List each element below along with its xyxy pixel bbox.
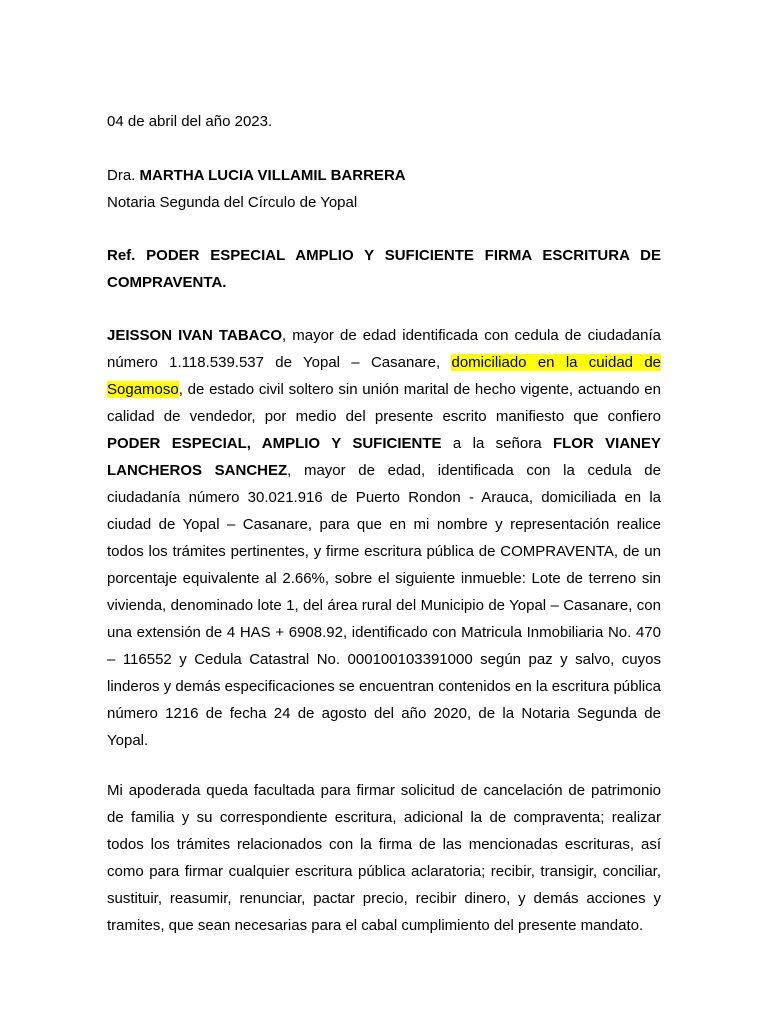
p1-text-3: a la señora <box>441 435 553 452</box>
date-line: 04 de abril del año 2023. <box>107 113 273 130</box>
recipient-prefix: Dra. <box>107 167 136 184</box>
paragraph-faculties: Mi apoderada queda facultada para firmar solicitud de cancelación de patrimonio de familia y su correspondiente escritura, adicional la de compraventa; realizar todos los trámites relacionados con la firma de las mencionadas escrituras, así como para firmar cualquier escritura pública aclaratoria; recibir, transigir, conciliar, sustituir, reasumir, renunciar, pactar precio, recibir dinero, y demás acciones y tramites, que sean necesarias para el cabal cumplimiento del presente mandato. <box>107 782 661 934</box>
reference-line <box>107 242 661 296</box>
reference-text: Ref. PODER ESPECIAL AMPLIO Y SUFICIENTE FIRMA ESCRITURA DE COMPRAVENTA. <box>107 247 661 291</box>
p1-text-1: , mayor de edad identificada con cedula de ciudadanía número 1.118.539.537 de Yopal – Casanare, <box>107 327 661 371</box>
attorney-name: FLOR VIANEY LANCHEROS SANCHEZ <box>107 435 661 479</box>
recipient-office: Notaria Segunda del Círculo de Yopal <box>107 194 358 211</box>
recipient-name: MARTHA LUCIA VILLAMIL BARRERA <box>139 167 406 184</box>
p1-text-2: , de estado civil soltero sin unión marital de hecho vigente, actuando en calidad de vendedor, por medio del presente escrito manifiesto que confiero <box>107 381 661 425</box>
highlighted-domicile: domiciliado en la cuidad de Sogamoso <box>107 354 661 398</box>
power-type: PODER ESPECIAL, AMPLIO Y SUFICIENTE <box>107 435 442 452</box>
recipient-name-line <box>107 167 406 185</box>
p1-text-4: , mayor de edad, identificada con la cedula de ciudadanía número 30.021.916 de Puerto Rondon - Arauca, domiciliada en la ciudad de Yopal – Casanare, para que en mi nombre y representación realice todos los trámites pertinentes, y firme escritura pública de COMPRAVENTA, de un porcentaje equivalente al 2.66%, sobre el siguiente inmueble: Lote de terreno sin vivienda, denominado lote 1, del área rural del Municipio de Yopal – Casanare, con una extensión de 4 HAS + 6908.92, identificado con Matricula Inmobiliaria No. 470 – 116552 y Cedula Catastral No. 000100103391000 según paz y salvo, cuyos linderos y demás especificaciones se encuentran contenidos en la escritura pública número 1216 de fecha 24 de agosto del año 2020, de la Notaria Segunda de Yopal. <box>107 462 661 749</box>
grantor-name: JEISSON IVAN TABACO <box>107 327 282 344</box>
paragraph-power-grant <box>107 322 661 754</box>
